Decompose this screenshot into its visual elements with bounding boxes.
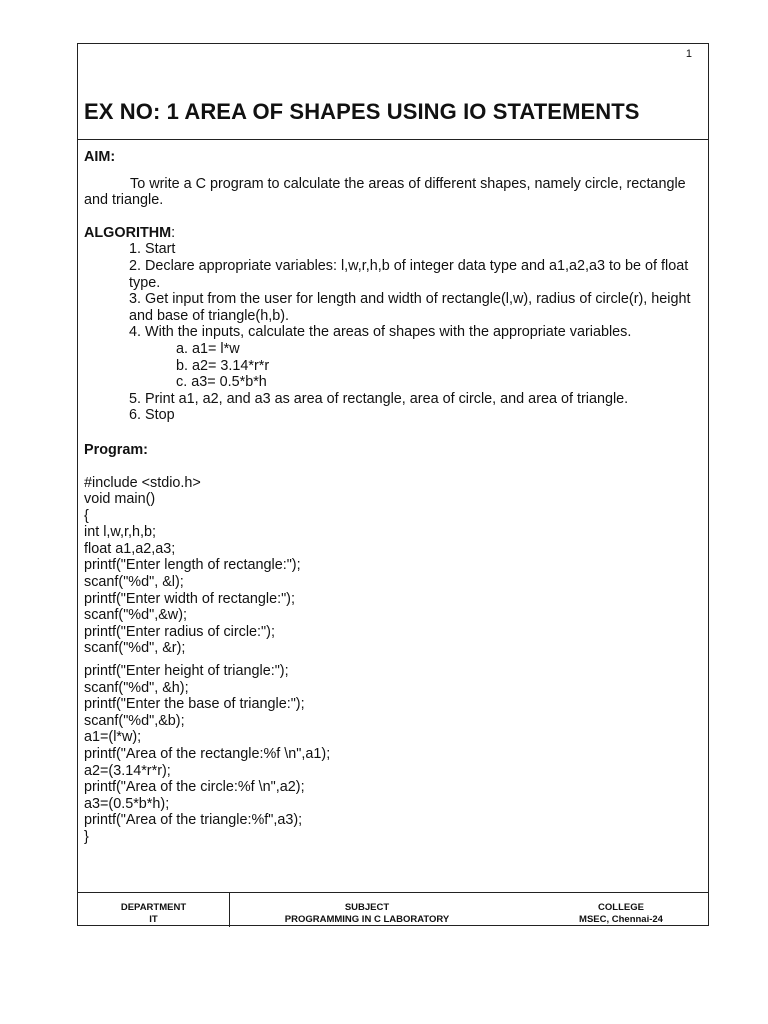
code-line: #include <stdio.h> bbox=[84, 474, 201, 491]
footer-subject-value: PROGRAMMING IN C LABORATORY bbox=[284, 914, 450, 925]
aim-text: To write a C program to calculate the areas of different shapes, namely circle, rectangle and triangle. bbox=[84, 175, 686, 209]
footer-department-value: IT bbox=[149, 914, 158, 925]
footer-college bbox=[504, 893, 708, 927]
footer-college-value: MSEC, Chennai-24 bbox=[579, 914, 663, 925]
algorithm-substep: c. a3= 0.5*b*h bbox=[176, 374, 267, 391]
code-line: scanf("%d",&b); bbox=[84, 712, 185, 729]
code-line: printf("Enter radius of circle:"); bbox=[84, 623, 275, 640]
footer-college-label: COLLEGE bbox=[598, 902, 644, 913]
code-line: printf("Area of the triangle:%f",a3); bbox=[84, 812, 303, 829]
aim-heading: AIM: bbox=[84, 149, 116, 165]
footer-subject bbox=[230, 893, 504, 927]
algorithm-step: 4. With the inputs, calculate the areas of shapes with the appropriate variables. bbox=[129, 324, 632, 341]
code-line: a3=(0.5*b*h); bbox=[84, 795, 170, 812]
page-number: 1 bbox=[685, 48, 692, 60]
algorithm-step: 1. Start bbox=[129, 241, 176, 258]
algorithm-step: 5. Print a1, a2, and a3 as area of rectangle, area of circle, and area of triangle. bbox=[129, 390, 629, 407]
algorithm-step: 3. Get input from the user for length and width of rectangle(l,w), radius of circle(r), height and base of triangle(h,b). bbox=[129, 291, 691, 324]
code-line: printf("Area of the rectangle:%f \n",a1); bbox=[84, 746, 331, 762]
footer-department bbox=[78, 893, 230, 927]
algorithm-step: 2. Declare appropriate variables: l,w,r,h,b of integer data type and a1,a2,a3 to be of float type. bbox=[129, 257, 689, 291]
code-line: float a1,a2,a3; bbox=[84, 540, 176, 557]
page-title: EX NO: 1 AREA OF SHAPES USING IO STATEMENTS bbox=[84, 99, 640, 124]
algorithm-substep: b. a2= 3.14*r*r bbox=[176, 357, 270, 374]
algorithm-heading bbox=[84, 225, 700, 242]
code-line: scanf("%d", &h); bbox=[84, 679, 189, 696]
code-line: void main() bbox=[84, 491, 156, 508]
code-line: printf("Enter height of triangle:"); bbox=[84, 663, 289, 680]
algorithm-substep: a. a1= l*w bbox=[176, 340, 240, 357]
code-line: a1=(l*w); bbox=[84, 729, 142, 746]
code-line: scanf("%d", &l); bbox=[84, 574, 184, 591]
document-body bbox=[84, 149, 700, 846]
code-line: printf("Area of the circle:%f \n",a2); bbox=[84, 779, 305, 796]
code-line: printf("Enter the base of triangle:"); bbox=[84, 696, 305, 713]
title-divider bbox=[78, 139, 708, 140]
code-line: scanf("%d", &r); bbox=[84, 640, 186, 657]
code-line: printf("Enter width of rectangle:"); bbox=[84, 590, 295, 607]
page-footer bbox=[78, 892, 708, 927]
algorithm-heading-colon: : bbox=[171, 224, 176, 241]
code-line: int l,w,r,h,b; bbox=[84, 524, 156, 541]
code-line: { bbox=[84, 507, 89, 524]
algorithm-steps bbox=[84, 241, 700, 424]
program-code bbox=[84, 475, 700, 846]
footer-department-label: DEPARTMENT bbox=[120, 902, 187, 913]
footer-subject-label: SUBJECT bbox=[344, 902, 390, 913]
code-line: printf("Enter length of rectangle:"); bbox=[84, 557, 301, 574]
code-line: scanf("%d",&w); bbox=[84, 607, 187, 624]
code-line: } bbox=[84, 828, 89, 845]
document-page bbox=[77, 43, 709, 926]
program-heading: Program: bbox=[84, 441, 148, 458]
algorithm-step: 6. Stop bbox=[129, 407, 175, 424]
algorithm-heading-text: ALGORITHM bbox=[84, 224, 172, 241]
code-line: a2=(3.14*r*r); bbox=[84, 762, 171, 779]
